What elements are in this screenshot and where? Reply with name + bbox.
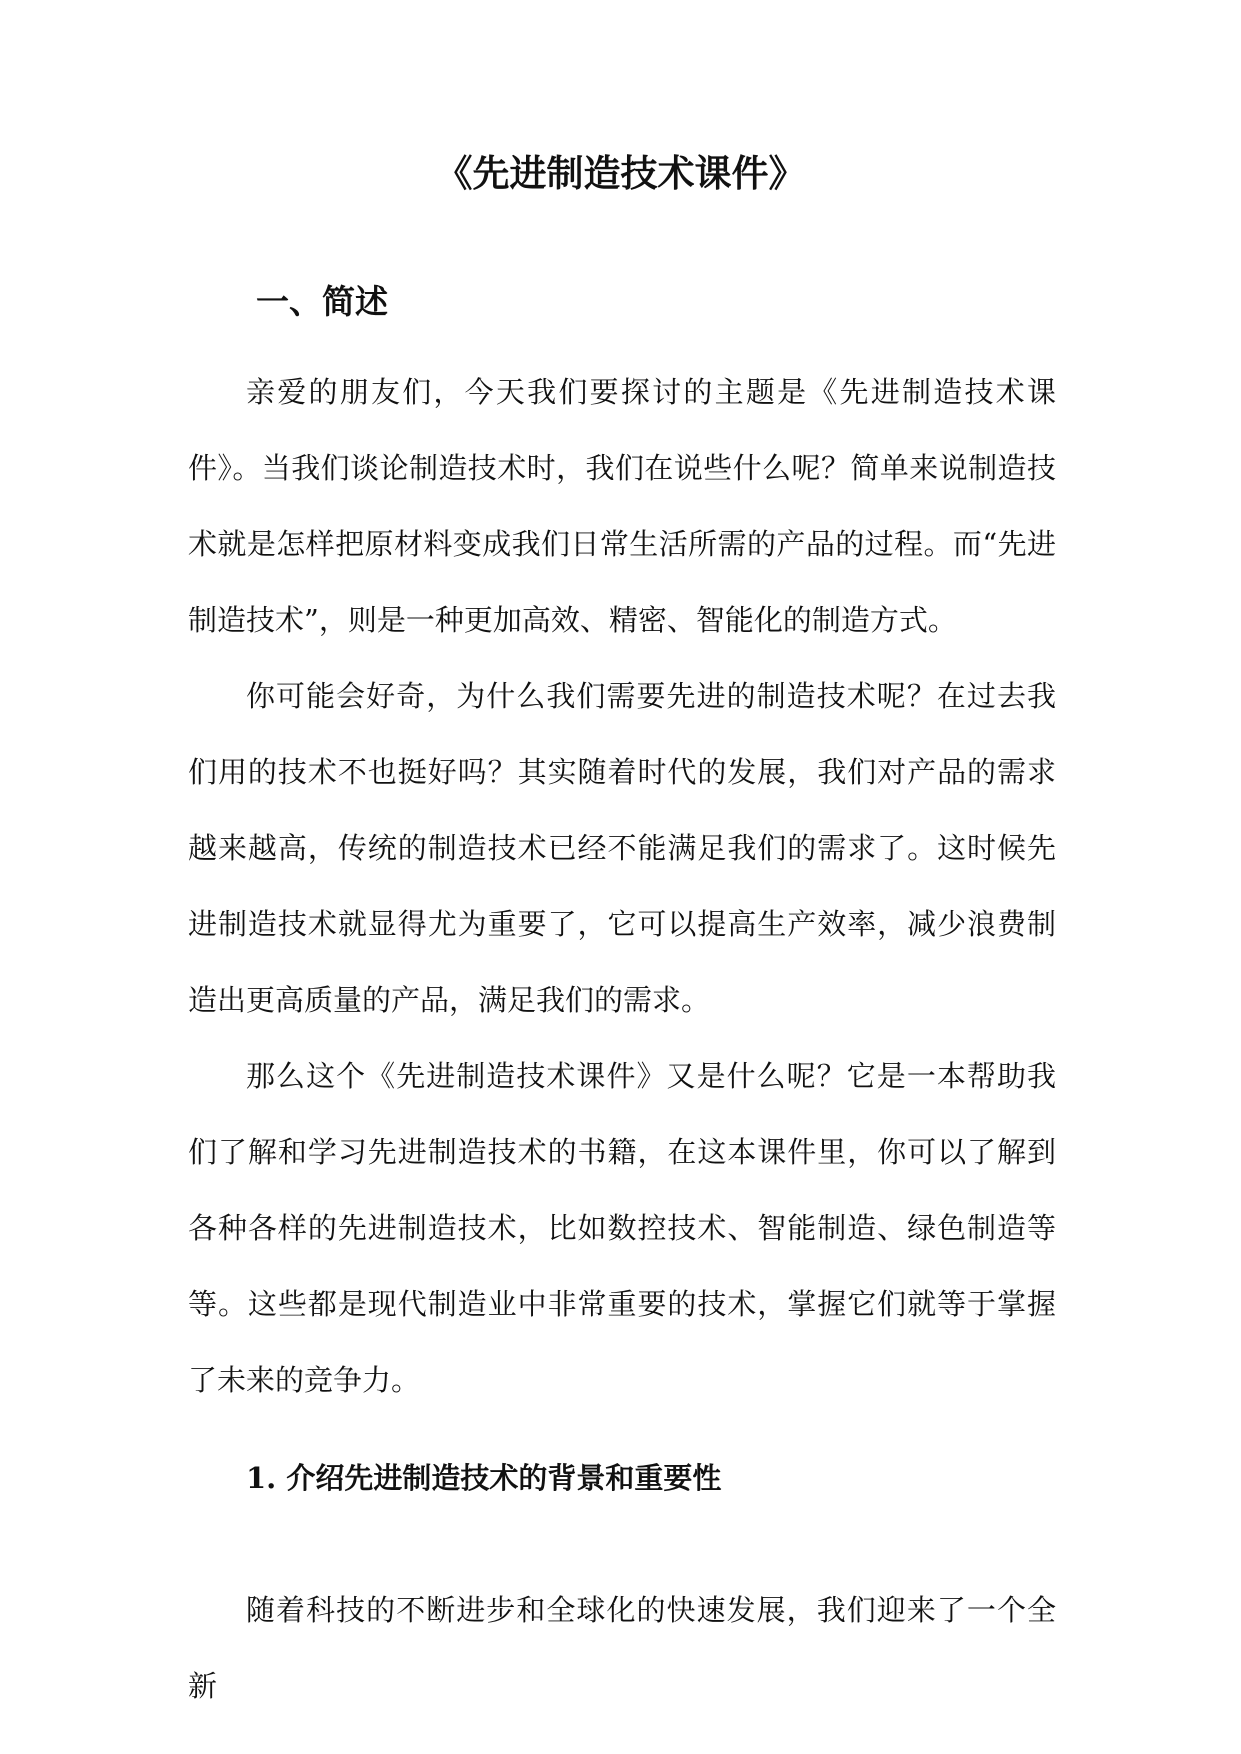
document-title: 《先进制造技术课件》: [435, 151, 806, 195]
subsection-heading-background: 1. 介绍先进制造技术的背景和重要性: [246, 1461, 722, 1495]
body-paragraph: 你可能会好奇，为什么我们需要先进的制造技术呢？在过去我们用的技术不也挺好吗？其实随着时代的发展，我们对产品的需求越来越高，传统的制造技术已经不能满足我们的需求了。这时候先进制造技术就显得尤为重要了，它可以提高生产效率，减少浪费制造出更高质量的产品，满足我们的需求。: [188, 679, 1056, 1017]
body-paragraph: 那么这个《先进制造技术课件》又是什么呢？它是一本帮助我们了解和学习先进制造技术的书籍，在这本课件里，你可以了解到各种各样的先进制造技术，比如数控技术、智能制造、绿色制造等等。这些都是现代制造业中非常重要的技术，掌握它们就等于掌握了未来的竞争力。: [188, 1059, 1056, 1397]
body-paragraph: 随着科技的不断进步和全球化的快速发展，我们迎来了一个全新: [188, 1593, 1056, 1703]
section-heading-overview: 一、简述: [256, 282, 388, 321]
body-paragraph: 亲爱的朋友们，今天我们要探讨的主题是《先进制造技术课件》。当我们谈论制造技术时，我们在说些什么呢？简单来说制造技术就是怎样把原材料变成我们日常生活所需的产品的过程。而“先进制造技术”，则是一种更加高效、精密、智能化的制造方式。: [188, 375, 1056, 637]
